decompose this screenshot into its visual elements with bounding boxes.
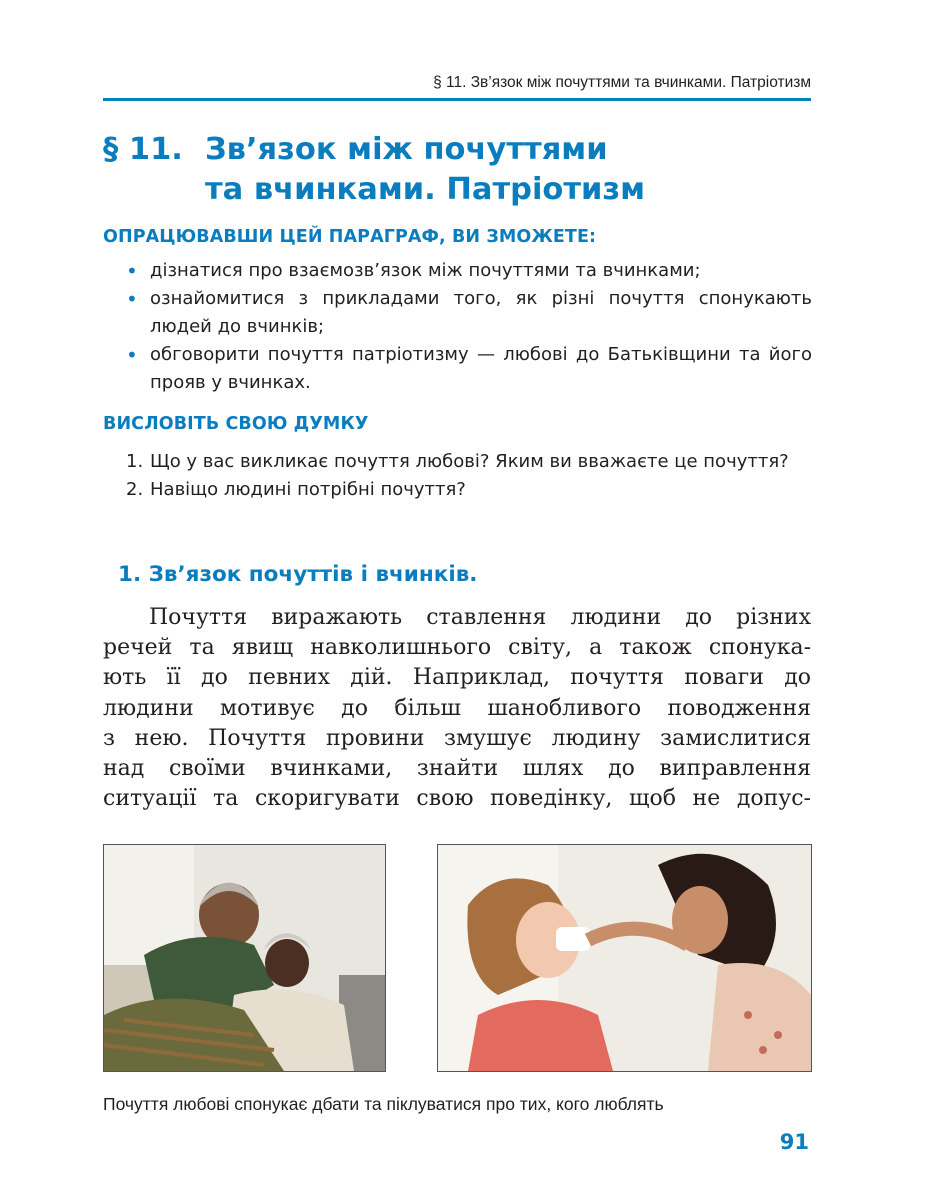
goals-heading: ОПРАЦЮВАВШИ ЦЕЙ ПАРАГРАФ, ВИ ЗМОЖЕТЕ: — [103, 227, 597, 247]
bullet-icon: • — [126, 259, 138, 283]
question-text: Що у вас викликає почуття любові? Яким ви вважаєте це почуття? — [150, 451, 789, 472]
body-line: з нею. Почуття провини змушує людину замислитися — [103, 725, 811, 751]
chapter-title-line-2: та вчинками. Патріотизм — [205, 172, 646, 207]
goal-text: ознайомитися з прикладами того, як різні почуття спонукають людей до вчинків; — [150, 288, 812, 337]
body-line: речей та явищ навколишнього світу, а також спонука- — [103, 635, 811, 661]
section-heading: 1. Зв’язок почуттів і вчинків. — [118, 562, 478, 587]
body-paragraph — [103, 603, 811, 814]
list-item — [126, 448, 812, 476]
list-item — [126, 285, 812, 341]
list-item — [126, 476, 812, 504]
goals-list — [126, 257, 812, 397]
list-item — [126, 341, 812, 397]
body-line: Почуття виражають ставлення людини до різних — [149, 605, 811, 630]
opinion-heading: ВИСЛОВІТЬ СВОЮ ДУМКУ — [103, 414, 369, 434]
list-item — [126, 257, 812, 285]
photo-mother-daughter — [437, 844, 812, 1072]
photo-elderly-couple — [103, 844, 386, 1072]
body-line: ситуації та скоригувати свою поведінку, щоб не допус- — [103, 786, 811, 812]
question-number: 1. — [126, 451, 144, 472]
chapter-number: § 11. — [103, 132, 183, 167]
question-number: 2. — [126, 479, 144, 500]
bullet-icon: • — [126, 287, 138, 311]
header-rule — [103, 98, 811, 101]
question-text: Навіщо людині потрібні почуття? — [150, 479, 466, 500]
photo-caption: Почуття любові спонукає дбати та піклуватися про тих, кого люблять — [103, 1094, 664, 1114]
chapter-title-line-1: Зв’язок між почуттями — [205, 132, 608, 167]
opinion-list — [126, 448, 812, 504]
goal-text: обговорити почуття патріотизму — любові до Батьківщини та його прояв у вчинках. — [150, 344, 812, 393]
running-head: § 11. Зв’язок між почуттями та вчинками. Патріотизм — [433, 74, 811, 91]
body-line: ють її до певних дій. Наприклад, почуття поваги до — [103, 665, 811, 691]
goal-text: дізнатися про взаємозв’язок між почуттями та вчинками; — [150, 260, 701, 281]
body-line: людини мотивує до більш шанобливого поводження — [103, 695, 811, 721]
bullet-icon: • — [126, 343, 138, 367]
page-number: 91 — [779, 1130, 809, 1154]
body-line: над своїми вчинками, знайти шлях до виправлення — [103, 756, 811, 782]
